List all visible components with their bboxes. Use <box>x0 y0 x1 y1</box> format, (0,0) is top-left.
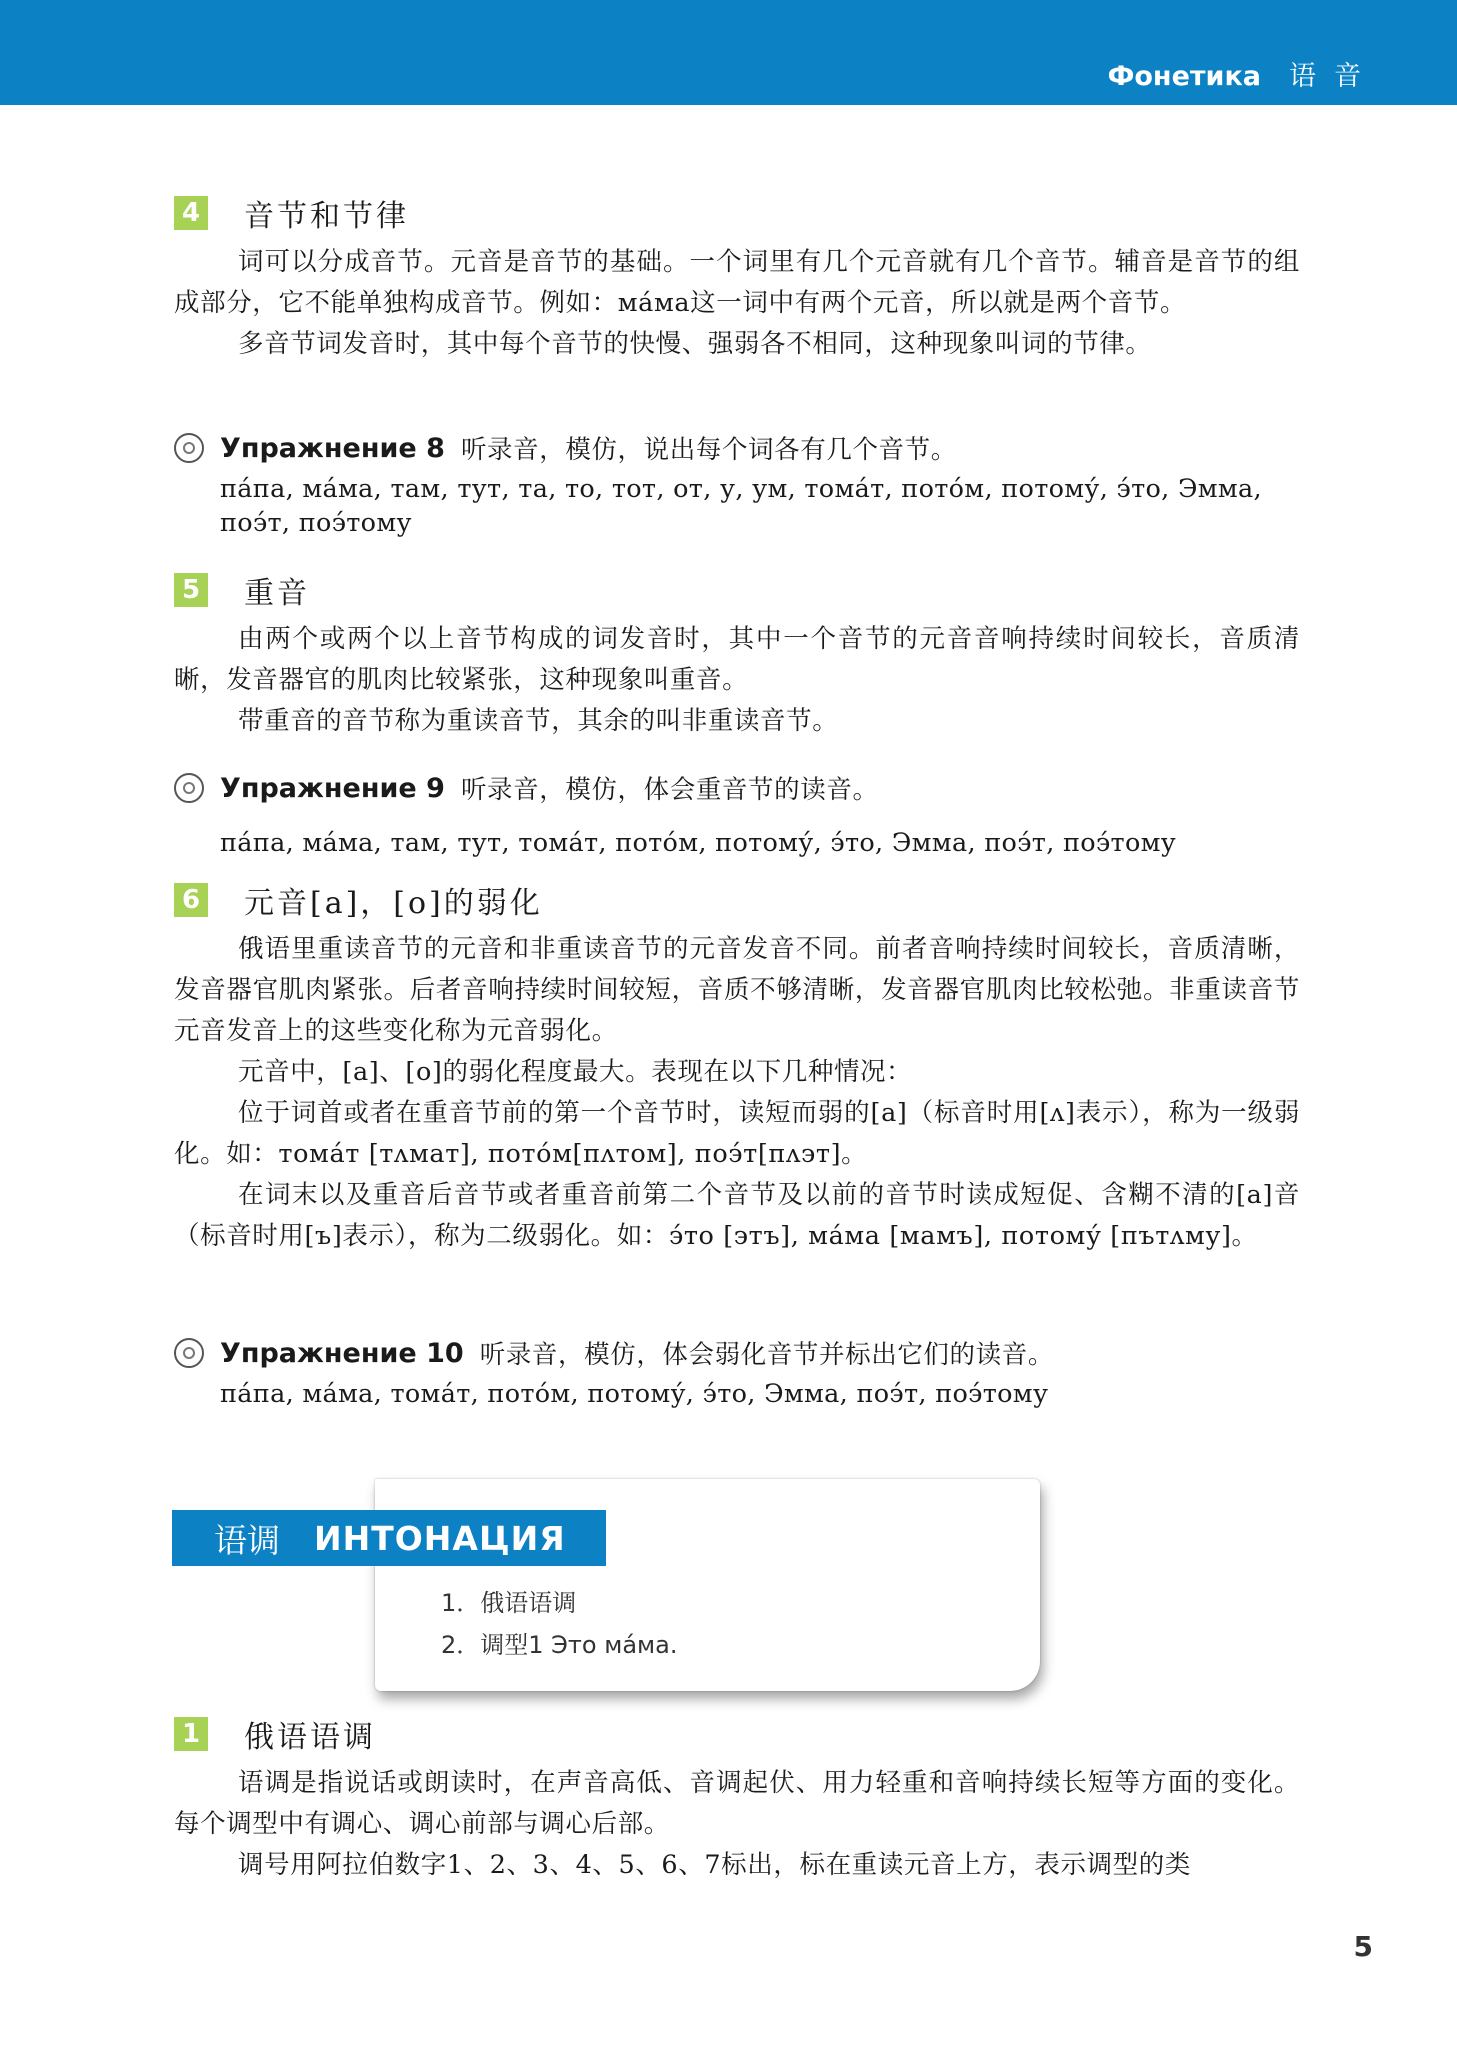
section-title: 俄语语调 <box>244 1720 376 1755</box>
section-title: 元音[a]，[o]的弱化 <box>244 886 543 921</box>
audio-disc-icon[interactable] <box>174 1338 204 1368</box>
section-number-badge: 6 <box>174 883 208 917</box>
paragraph: 调号用阿拉伯数字1、2、3、4、5、6、7标出，标在重读元音上方，表示调型的类 <box>238 1850 1191 1880</box>
paragraph: 带重音的音节称为重读音节，其余的叫非重读音节。 <box>238 706 839 736</box>
exercise-heading <box>174 1333 1300 1373</box>
paragraph: 俄语里重读音节的元音和非重读音节的元音发音不同。前者音响持续时间较长，音质清晰，发音器官肌肉紧张。后者音响持续时间较短，音质不够清晰，发音器官肌肉比较松弛。非重读音节元音发音上的这些变化称为元音弱化。 <box>174 934 1300 1046</box>
paragraph: 词可以分成音节。元音是音节的基础。一个词里有几个元音就有几个音节。辅音是音节的组成部分，它不能单独构成音节。例如：ма́ма这一词中有两个元音，所以就是两个音节。 <box>174 247 1300 318</box>
section-number-badge: 4 <box>174 196 208 230</box>
section-number-badge: 5 <box>174 573 208 607</box>
section-5 <box>174 570 1300 742</box>
section-1-heading <box>174 1714 1300 1754</box>
audio-disc-icon[interactable] <box>174 773 204 803</box>
running-header <box>1108 54 1379 93</box>
paragraph: 位于词首或者在重音节前的第一个音节时，读短而弱的[a]（标音时用[ʌ]表示），称为一级弱化。如：тома́т [тʌмат], пото́м[пʌтом], поэ́т[пʌэт]。 <box>174 1098 1300 1169</box>
exercise-label: Упражнение 10 <box>220 1337 464 1369</box>
exercise-label: Упражнение 8 <box>220 432 445 464</box>
section-1 <box>174 1714 1300 1886</box>
intonation-banner <box>172 1510 606 1566</box>
paragraph: 多音节词发音时，其中每个音节的快慢、强弱各不相同，这种现象叫词的节律。 <box>238 329 1152 359</box>
exercise-heading <box>174 428 1300 468</box>
exercise-9 <box>174 768 1300 860</box>
contents-item-1: 1．俄语语调 <box>441 1589 577 1617</box>
section-5-heading <box>174 570 1300 610</box>
section-4 <box>174 193 1300 365</box>
exercise-words: па́па, ма́ма, там, тут, та, то, тот, от, у, ум, тома́т, пото́м, потому́, э́то, Эмма, поэ́т, поэ́тому <box>220 474 1262 538</box>
exercise-10 <box>174 1333 1300 1411</box>
paragraph: 由两个或两个以上音节构成的词发音时，其中一个音节的元音音响持续时间较长，音质清晰，发音器官的肌肉比较紧张，这种现象叫重音。 <box>174 624 1300 695</box>
intonation-title-zh: 语调 <box>214 1520 280 1560</box>
section-6 <box>174 880 1300 1257</box>
exercise-words: па́па, ма́ма, там, тут, тома́т, пото́м, потому́, э́то, Эмма, поэ́т, поэ́тому <box>220 828 1177 858</box>
exercise-words: па́па, ма́ма, тома́т, пото́м, потому́, э́то, Эмма, поэ́т, поэ́тому <box>220 1379 1049 1409</box>
header-title-ru: Фонетика <box>1107 61 1261 92</box>
exercise-task: 听录音，模仿，说出每个词各有几个音节。 <box>460 435 957 465</box>
page-number: 5 <box>1353 1930 1373 1963</box>
audio-disc-icon[interactable] <box>174 433 204 463</box>
exercise-label: Упражнение 9 <box>220 772 445 804</box>
exercise-8 <box>174 428 1300 540</box>
section-4-heading <box>174 193 1300 233</box>
section-number-badge: 1 <box>174 1717 208 1751</box>
header-bar <box>0 0 1457 105</box>
intonation-title-ru: ИНТОНАЦИЯ <box>314 1518 566 1558</box>
exercise-task: 听录音，模仿，体会弱化音节并标出它们的读音。 <box>479 1340 1054 1370</box>
exercise-heading <box>174 768 1300 808</box>
contents-item-2: 2．调型1 Это ма́ма. <box>441 1631 678 1659</box>
section-6-heading <box>174 880 1300 920</box>
section-title: 音节和节律 <box>244 199 409 234</box>
header-title-zh: 语音 <box>1289 61 1379 92</box>
paragraph: 在词末以及重音后音节或者重音前第二个音节及以前的音节时读成短促、含糊不清的[a]音（标音时用[ъ]表示），称为二级弱化。如：э́то [этъ], ма́ма [мамъ], потому́ [пътʌму]。 <box>174 1180 1300 1251</box>
paragraph: 元音中，[a]、[o]的弱化程度最大。表现在以下几种情况： <box>238 1057 913 1087</box>
paragraph: 语调是指说话或朗读时，在声音高低、音调起伏、用力轻重和音响持续长短等方面的变化。 每个调型中有调心、调心前部与调心后部。 <box>174 1768 1300 1839</box>
section-title: 重音 <box>244 576 310 611</box>
exercise-task: 听录音，模仿，体会重音节的读音。 <box>460 775 879 805</box>
